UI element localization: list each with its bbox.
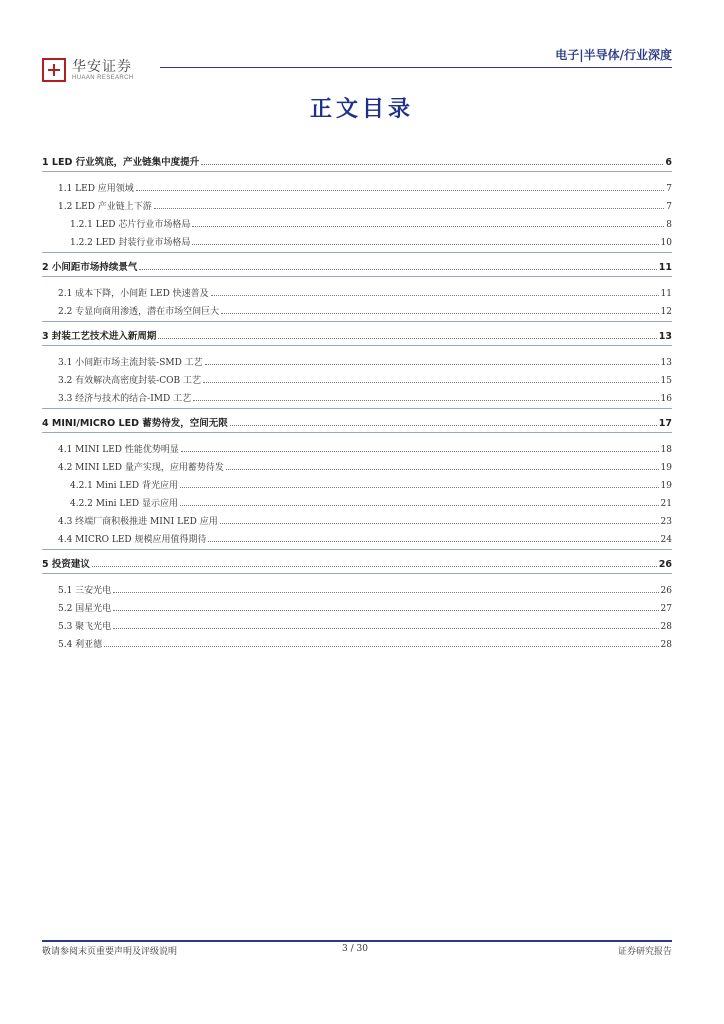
header-divider xyxy=(160,67,672,68)
toc-entry[interactable] xyxy=(42,531,672,550)
toc-entry-page: 23 xyxy=(660,517,672,527)
toc-entry-page: 13 xyxy=(658,331,672,342)
brand-name-en: HUAAN RESEARCH xyxy=(72,75,134,81)
toc-entry-label: 3.1 小间距市场主流封装-SMD 工艺 xyxy=(58,358,203,368)
toc-leader-dots xyxy=(192,216,664,227)
toc-entry[interactable] xyxy=(42,285,672,303)
toc-entry-page: 18 xyxy=(660,445,672,455)
toc-leader-dots xyxy=(113,582,658,593)
toc-entry-page: 28 xyxy=(660,640,672,650)
toc-leader-dots xyxy=(154,198,664,209)
toc-entry-page: 7 xyxy=(666,184,672,194)
toc-leader-dots xyxy=(226,459,659,470)
toc-leader-dots xyxy=(181,441,659,452)
toc-leader-dots xyxy=(211,285,659,296)
toc-entry-page: 11 xyxy=(658,262,672,273)
toc-entry[interactable] xyxy=(42,513,672,531)
toc-leader-dots xyxy=(193,390,658,401)
toc-entry[interactable] xyxy=(42,459,672,477)
toc-entry[interactable] xyxy=(42,636,672,654)
toc-entry-label: 3.2 有效解决高密度封装-COB 工艺 xyxy=(58,376,201,386)
toc-entry-label: 4.4 MICRO LED 规模应用值得期待 xyxy=(58,535,207,545)
toc-leader-dots xyxy=(92,556,657,567)
toc-entry-label: 2.1 成本下降，小间距 LED 快速普及 xyxy=(58,289,209,299)
toc-entry-label: 2 小间距市场持续景气 xyxy=(42,262,138,273)
toc-entry-page: 24 xyxy=(660,535,672,545)
toc-entry[interactable] xyxy=(42,441,672,459)
toc-entry[interactable] xyxy=(42,259,672,277)
toc-entry-page: 6 xyxy=(665,157,672,168)
toc-entry-page: 8 xyxy=(666,220,672,230)
toc-entry[interactable] xyxy=(42,582,672,600)
toc-entry-label: 3.3 经济与技术的结合-IMD 工艺 xyxy=(58,394,192,404)
toc-entry-page: 26 xyxy=(660,586,672,596)
footer-disclaimer: 敬请参阅末页重要声明及评级说明 xyxy=(42,947,178,957)
footer-report-type: 证券研究报告 xyxy=(617,947,672,957)
toc-entry[interactable] xyxy=(42,372,672,390)
toc-leader-dots xyxy=(203,372,659,383)
toc-leader-dots xyxy=(208,531,658,542)
toc-entry-label: 4.2.2 Mini LED 显示应用 xyxy=(70,499,179,509)
toc-entry-label: 2.2 专显向商用渗透，潜在市场空间巨大 xyxy=(58,307,220,317)
toc-entry-page: 17 xyxy=(658,418,672,429)
toc-leader-dots xyxy=(104,636,658,647)
toc-leader-dots xyxy=(220,513,659,524)
toc-leader-dots xyxy=(221,303,658,314)
footer-divider xyxy=(42,940,672,942)
toc-entry-label: 5.1 三安光电 xyxy=(58,586,112,596)
toc-entry[interactable] xyxy=(42,198,672,216)
report-category: 电子|半导体/行业深度 xyxy=(555,48,672,62)
toc-entry[interactable] xyxy=(42,180,672,198)
toc-entry-label: 4.3 终端厂商积极推进 MINI LED 应用 xyxy=(58,517,218,527)
toc-leader-dots xyxy=(136,180,664,191)
toc-entry-page: 19 xyxy=(660,463,672,473)
toc-entry-label: 1 LED 行业筑底，产业链集中度提升 xyxy=(42,157,200,168)
toc-entry-label: 4.1 MINI LED 性能优势明显 xyxy=(58,445,179,455)
toc-entry-label: 1.1 LED 应用领域 xyxy=(58,184,134,194)
toc-entry-page: 10 xyxy=(660,238,672,248)
toc-entry-page: 7 xyxy=(666,202,672,212)
toc-entry-label: 1.2 LED 产业链上下游 xyxy=(58,202,152,212)
toc-entry[interactable] xyxy=(42,495,672,513)
toc-entry[interactable] xyxy=(42,556,672,574)
toc-leader-dots xyxy=(180,495,659,506)
page-title: 正文目录 xyxy=(309,97,414,122)
toc-leader-dots xyxy=(113,600,658,611)
toc-entry[interactable] xyxy=(42,477,672,495)
toc-leader-dots xyxy=(113,618,658,629)
toc-entry-page: 19 xyxy=(660,481,672,491)
toc-entry-page: 27 xyxy=(660,604,672,614)
toc-entry[interactable] xyxy=(42,154,672,172)
toc-entry[interactable] xyxy=(42,600,672,618)
toc-entry-page: 15 xyxy=(660,376,672,386)
toc-entry-label: 1.2.2 LED 封装行业市场格局 xyxy=(70,238,191,248)
toc-entry-page: 12 xyxy=(660,307,672,317)
toc-entry-label: 5 投资建议 xyxy=(42,559,90,570)
toc-entry-page: 16 xyxy=(660,394,672,404)
toc-leader-dots xyxy=(158,328,656,339)
toc-entry[interactable] xyxy=(42,354,672,372)
toc-entry[interactable] xyxy=(42,390,672,409)
toc-entry-page: 11 xyxy=(660,289,672,299)
brand-name-cn: 华安证券 xyxy=(72,59,132,75)
toc-entry-page: 26 xyxy=(658,559,672,570)
toc-entry-page: 13 xyxy=(660,358,672,368)
toc-leader-dots xyxy=(201,154,663,165)
toc-leader-dots xyxy=(192,234,658,245)
toc-entry-label: 4.2.1 Mini LED 背光应用 xyxy=(70,481,179,491)
toc-entry-label: 1.2.1 LED 芯片行业市场格局 xyxy=(70,220,191,230)
toc-entry-label: 4 MINI/MICRO LED 蓄势待发，空间无限 xyxy=(42,418,228,429)
toc-entry-label: 5.2 国星光电 xyxy=(58,604,112,614)
toc-leader-dots xyxy=(180,477,659,488)
toc-entry-page: 28 xyxy=(660,622,672,632)
toc-entry-label: 5.4 利亚德 xyxy=(58,640,103,650)
toc-entry[interactable] xyxy=(42,415,672,433)
toc-entry[interactable] xyxy=(42,216,672,234)
toc-entry-page: 21 xyxy=(660,499,672,509)
page-footer xyxy=(42,940,672,957)
page-number: 3 / 30 xyxy=(342,944,368,954)
toc-entry[interactable] xyxy=(42,328,672,346)
toc-entry[interactable] xyxy=(42,234,672,253)
toc-leader-dots xyxy=(139,259,656,270)
toc-entry-label: 5.3 聚飞光电 xyxy=(58,622,112,632)
company-logo-icon xyxy=(42,58,66,82)
toc-entry-label: 3 封装工艺技术进入新周期 xyxy=(42,331,157,342)
toc-entry[interactable] xyxy=(42,303,672,322)
toc-entry[interactable] xyxy=(42,618,672,636)
page-header xyxy=(42,40,672,80)
toc-leader-dots xyxy=(230,415,657,426)
toc-leader-dots xyxy=(205,354,659,365)
toc-entry-label: 4.2 MINI LED 量产实现，应用蓄势待发 xyxy=(58,463,224,473)
table-of-contents xyxy=(42,154,672,654)
